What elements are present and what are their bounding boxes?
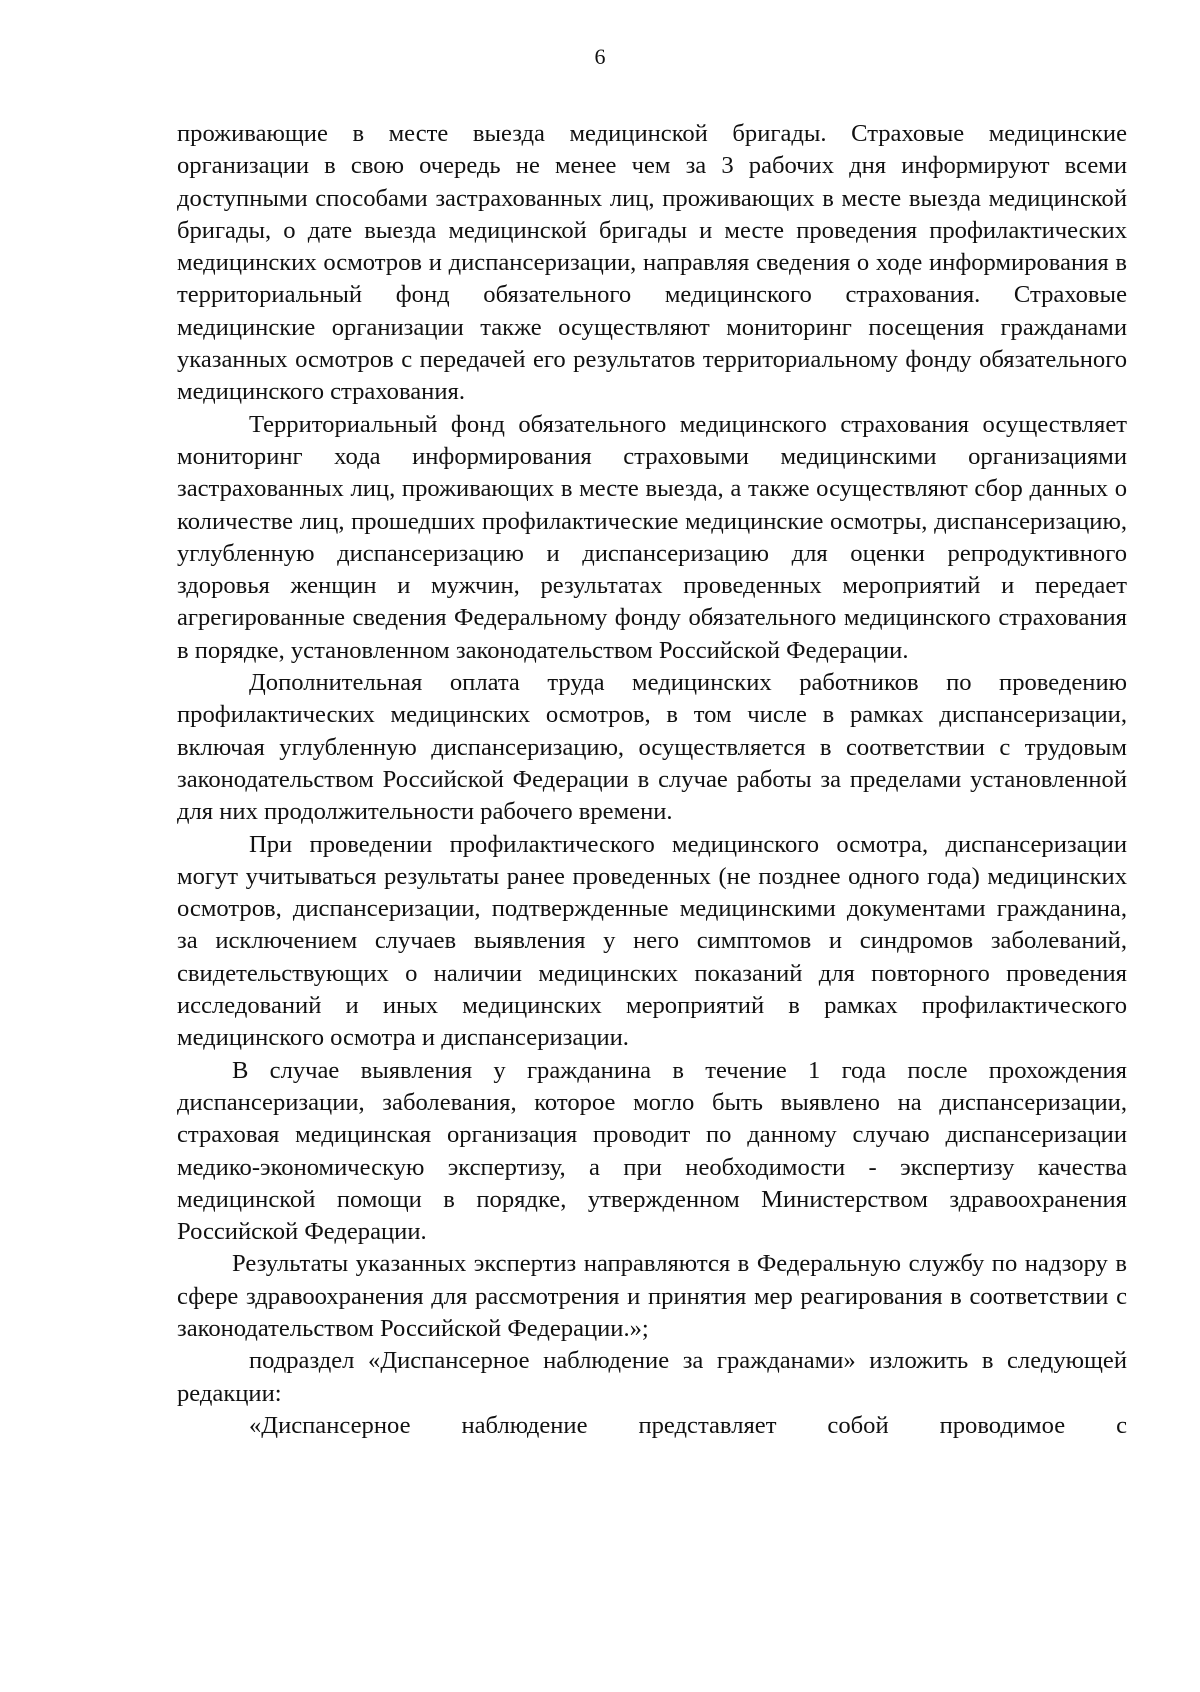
paragraph-additional-payment: Дополнительная оплата труда медицинских работников по проведению профилактических медицинских осмотров, в том числе в рамках диспансеризации, включая углубленную диспансеризацию, осуществляется в соответствии с трудовым законодательством Российской Федерации в случае работы за пределами установленной для них продолжительности рабочего времени.: [177, 669, 1127, 826]
document-body: [177, 118, 1127, 1442]
paragraph-disease-detection: В случае выявления у гражданина в течение 1 года после прохождения диспансеризации, заболевания, которое могло быть выявлено на диспансеризации, страховая медицинская организация проводит по данному случаю диспансеризации медико-экономическую экспертизу, а при необходимости - экспертизу качества медицинской помощи в порядке, утвержденном Министерством здравоохранения Российской Федерации.: [177, 1056, 1127, 1246]
paragraph-territorial-fund: Территориальный фонд обязательного медицинского страхования осуществляет мониторинг хода информирования страховыми медицинскими организациями застрахованных лиц, проживающих в месте выезда, а также осуществляют сбор данных о количестве лиц, прошедших профилактические медицинские осмотры, диспансеризацию, углубленную диспансеризацию и диспансеризацию для оценки репродуктивного здоровья женщин и мужчин, результатах проведенных мероприятий и передает агрегированные сведения Федеральному фонду обязательного медицинского страхования в порядке, установленном законодательством Российской Федерации.: [177, 410, 1127, 664]
paragraph-dispensary-definition: «Диспансерное наблюдение представляет собой проводимое с: [249, 1411, 1127, 1439]
paragraph-subsection-edit: подраздел «Диспансерное наблюдение за гражданами» изложить в следующей редакции:: [177, 1347, 1127, 1407]
paragraph-previous-results: При проведении профилактического медицинского осмотра, диспансеризации могут учитываться результаты ранее проведенных (не позднее одного года) медицинских осмотров, диспансеризации, подтвержденные медицинскими документами гражданина, за исключением случаев выявления у него симптомов и синдромов заболеваний, свидетельствующих о наличии медицинских показаний для повторного проведения исследований и иных медицинских мероприятий в рамках профилактического медицинского осмотра и диспансеризации.: [177, 830, 1127, 1052]
paragraph-expertise-results: Результаты указанных экспертиз направляются в Федеральную службу по надзору в сфере здравоохранения для рассмотрения и принятия мер реагирования в соответствии с законодательством Российской Федерации.»;: [177, 1250, 1127, 1342]
page-number: 6: [594, 44, 606, 69]
paragraph-continuation: проживающие в месте выезда медицинской бригады. Страховые медицинские организации в свою очередь не менее чем за 3 рабочих дня информируют всеми доступными способами застрахованных лиц, проживающих в месте выезда медицинской бригады, о дате выезда медицинской бригады и месте проведения профилактических медицинских осмотров и диспансеризации, направляя сведения о ходе информирования в территориальный фонд обязательного медицинского страхования. Страховые медицинские организации также осуществляют мониторинг посещения гражданами указанных осмотров с передачей его результатов территориальному фонду обязательного медицинского страхования.: [177, 120, 1127, 406]
